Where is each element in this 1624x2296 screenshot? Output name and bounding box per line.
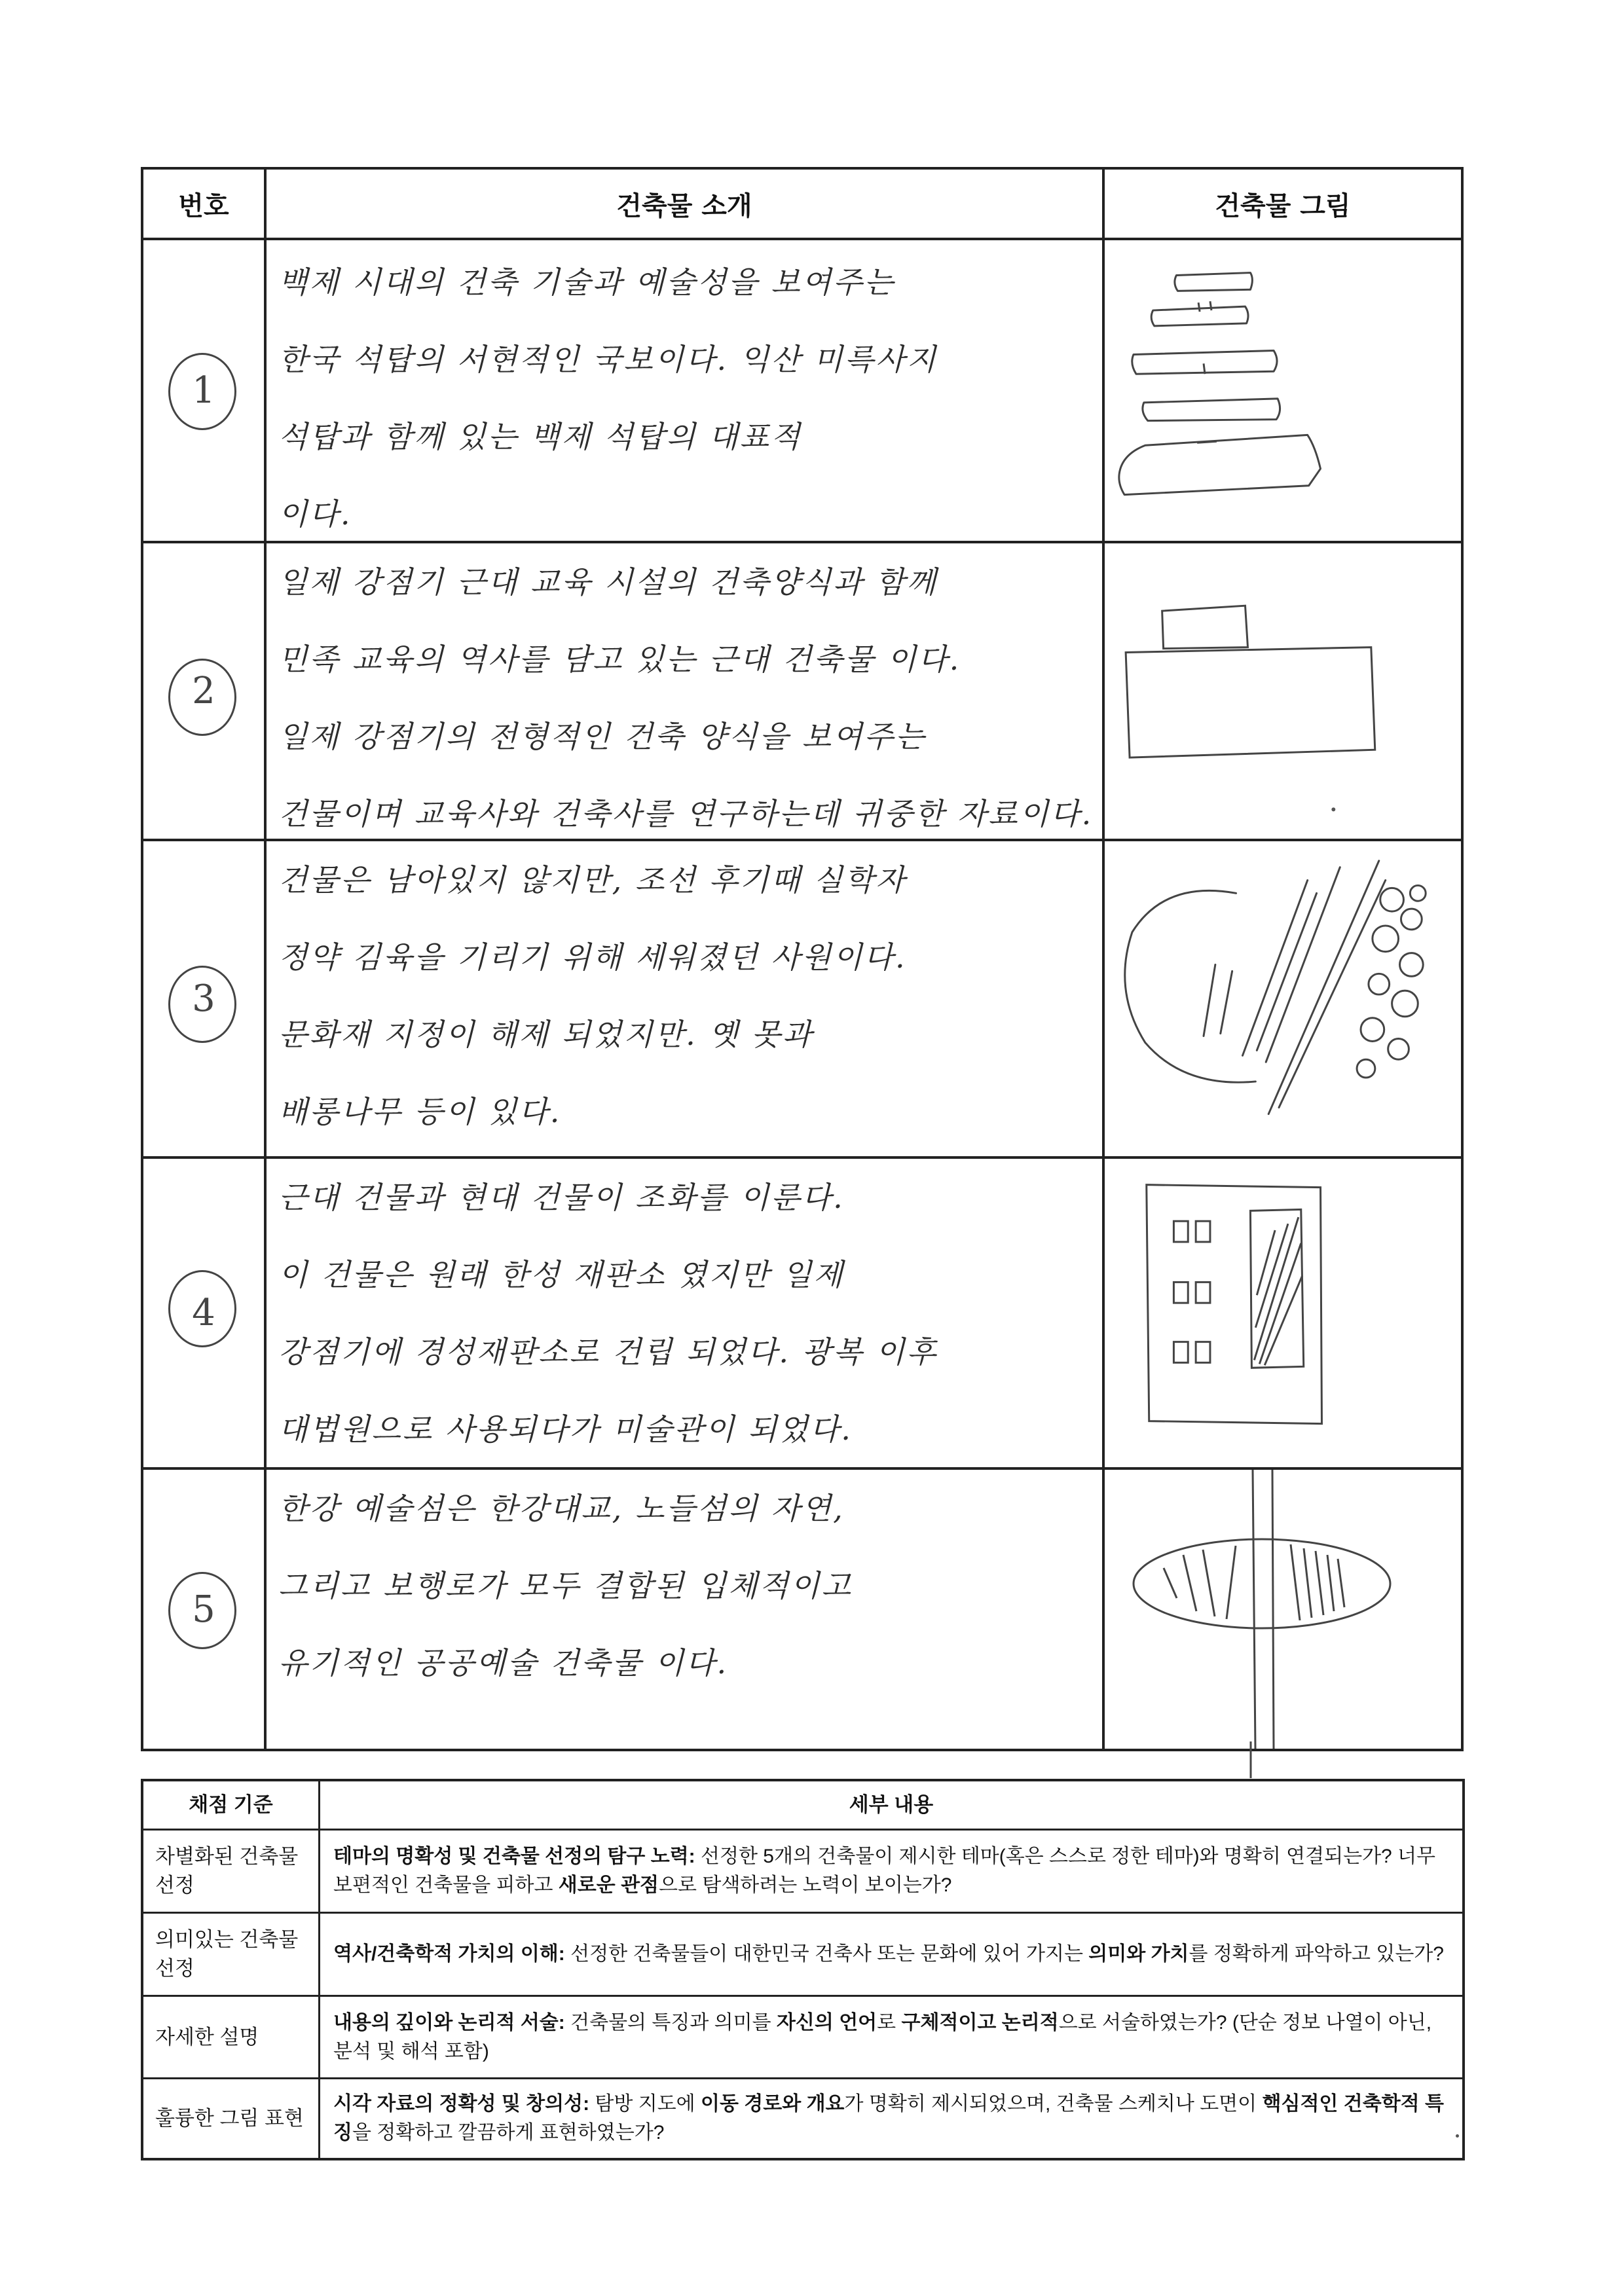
description-line: 강점기에 경성재판소로 건립 되었다. 광복 이후 bbox=[278, 1334, 938, 1370]
table-header-row bbox=[143, 170, 1461, 240]
description-line: 한강 예술섬은 한강대교, 노들섬의 자연, bbox=[278, 1491, 845, 1526]
row-number: 1 bbox=[192, 369, 215, 412]
handwritten-description bbox=[278, 841, 1116, 1150]
description-line: 일제 강점기 근대 교육 시설의 건축양식과 함께 bbox=[278, 564, 938, 600]
table-row-5 bbox=[143, 1470, 1461, 1749]
rubric-text: 탐방 지도에 bbox=[589, 2093, 701, 2115]
description-line: 민족 교육의 역사를 담고 있는 근대 건축물 이다. bbox=[278, 642, 961, 677]
row-number: 2 bbox=[192, 670, 215, 712]
rubric-row-2 bbox=[143, 1914, 1462, 1997]
description-line: 정약 김육을 기리기 위해 세워졌던 사원이다. bbox=[278, 939, 907, 975]
handwritten-description bbox=[278, 1470, 1116, 1702]
rubric-text: 건축물의 특징과 의미를 bbox=[564, 2011, 777, 2033]
facade-windows-sketch bbox=[1105, 1159, 1461, 1467]
rubric-header-criteria: 채점 기준 bbox=[143, 1781, 320, 1829]
description-line: 일제 강점기의 전형적인 건축 양식을 보여주는 bbox=[278, 719, 927, 754]
description-line: 한국 석탑의 서현적인 국보이다. 익산 미륵사지 bbox=[278, 342, 938, 377]
row-number: 5 bbox=[192, 1588, 215, 1631]
rubric-keyword: 테마의 명확성 및 건축물 선정의 탐구 노력: bbox=[333, 1846, 695, 1867]
rubric-criteria: 의미있는 건축물 선정 bbox=[143, 1914, 320, 1995]
pond-and-trees-sketch bbox=[1105, 841, 1461, 1156]
table-row-2 bbox=[143, 543, 1461, 841]
rubric-keyword: 의미와 가치 bbox=[1088, 1943, 1189, 1965]
rubric-header-details: 세부 내용 bbox=[849, 1793, 934, 1816]
rubric-header-row bbox=[143, 1781, 1462, 1831]
description-line: 이 건물은 원래 한성 재판소 였지만 일제 bbox=[278, 1257, 845, 1292]
rubric-detail bbox=[333, 2090, 1449, 2147]
rubric-keyword: 구체적이고 논리적 bbox=[901, 2011, 1059, 2033]
rubric-text: 로 bbox=[877, 2011, 902, 2033]
grading-rubric-table bbox=[141, 1779, 1465, 2160]
rubric-row-4 bbox=[143, 2079, 1462, 2158]
rubric-keyword: 시각 자료의 정확성 및 창의성: bbox=[333, 2093, 590, 2115]
rubric-text: 선정한 5개의 건축물이 제시한 테마(혹은 스스로 정한 테마)와 명확히 연결되는가? 너무 보편적인 건축물을 피하고 bbox=[333, 1846, 1436, 1896]
description-line: 유기적인 공공예술 건축물 이다. bbox=[278, 1645, 729, 1681]
header-number: 번호 bbox=[178, 191, 229, 221]
description-line: 건물이며 교육사와 건축사를 연구하는데 귀중한 자료이다. bbox=[278, 796, 1094, 831]
description-line: 이다. bbox=[278, 496, 352, 532]
rubric-keyword: 내용의 깊이와 논리적 서술: bbox=[333, 2011, 565, 2033]
rubric-criteria: 자세한 설명 bbox=[143, 1997, 320, 2077]
rubric-row-3 bbox=[143, 1997, 1462, 2079]
rubric-criteria: 차별화된 건축물 선정 bbox=[143, 1831, 320, 1912]
rubric-text: 으로 탐색하려는 노력이 보이는가? bbox=[659, 1874, 952, 1896]
rubric-text: 를 정확하게 파악하고 있는가? bbox=[1189, 1943, 1444, 1965]
description-line: 백제 시대의 건축 기술과 예술성을 보여주는 bbox=[278, 264, 895, 300]
handwritten-description bbox=[278, 543, 1116, 852]
rubric-detail bbox=[333, 1940, 1444, 1969]
rubric-keyword: 핵심적인 건축학적 특징 bbox=[333, 2093, 1444, 2143]
description-line: 배롱나무 등이 있다. bbox=[278, 1094, 562, 1129]
header-drawing: 건축물 그림 bbox=[1215, 191, 1351, 221]
rubric-text: 으로 서술하였는가? (단순 정보 나열이 아닌, 분석 및 해석 포함) bbox=[333, 2011, 1432, 2062]
description-line: 그리고 보행로가 모두 결합된 입체적이고 bbox=[278, 1568, 853, 1603]
rubric-text: 을 정확하고 깔끔하게 표현하였는가? bbox=[352, 2122, 665, 2143]
handwritten-description bbox=[278, 1159, 1116, 1468]
description-line: 근대 건물과 현대 건물이 조화를 이룬다. bbox=[278, 1180, 845, 1215]
rubric-criteria: 훌륭한 그림 표현 bbox=[143, 2079, 320, 2158]
rubric-row-1 bbox=[143, 1831, 1462, 1914]
rubric-text: 선정한 건축물들이 대한민국 건축사 또는 문화에 있어 가지는 bbox=[564, 1943, 1089, 1965]
description-line: 문화재 지정이 해제 되었지만. 옛 못과 bbox=[278, 1017, 814, 1052]
rubric-text: 가 명확히 제시되었으며, 건축물 스케치나 도면이 bbox=[844, 2093, 1263, 2115]
building-outline-sketch bbox=[1105, 543, 1461, 839]
stacked-pagoda-sketch bbox=[1105, 240, 1461, 541]
rubric-detail bbox=[333, 2009, 1449, 2066]
table-row-3 bbox=[143, 841, 1461, 1159]
table-row-4 bbox=[143, 1159, 1461, 1470]
table-row-1 bbox=[143, 240, 1461, 543]
building-introduction-table bbox=[141, 167, 1464, 1751]
description-line: 석탑과 함께 있는 백제 석탑의 대표적 bbox=[278, 419, 802, 454]
rubric-keyword: 역사/건축학적 가치의 이해: bbox=[333, 1943, 565, 1965]
row-number: 4 bbox=[192, 1292, 215, 1334]
rubric-keyword: 새로운 관점 bbox=[558, 1874, 659, 1896]
handwritten-description bbox=[278, 244, 1116, 553]
ellipse-island-sketch bbox=[1105, 1470, 1461, 1749]
scan-speck bbox=[1456, 2134, 1459, 2138]
pencil-stroke bbox=[1244, 1741, 1257, 1781]
rubric-detail bbox=[333, 1842, 1449, 1900]
rubric-keyword: 자신의 언어 bbox=[776, 2011, 877, 2033]
description-line: 대법원으로 사용되다가 미술관이 되었다. bbox=[278, 1412, 853, 1447]
rubric-keyword: 이동 경로와 개요 bbox=[701, 2093, 845, 2115]
description-line: 건물은 남아있지 않지만, 조선 후기때 실학자 bbox=[278, 862, 907, 898]
row-number: 3 bbox=[192, 977, 215, 1020]
header-intro: 건축물 소개 bbox=[616, 191, 752, 221]
